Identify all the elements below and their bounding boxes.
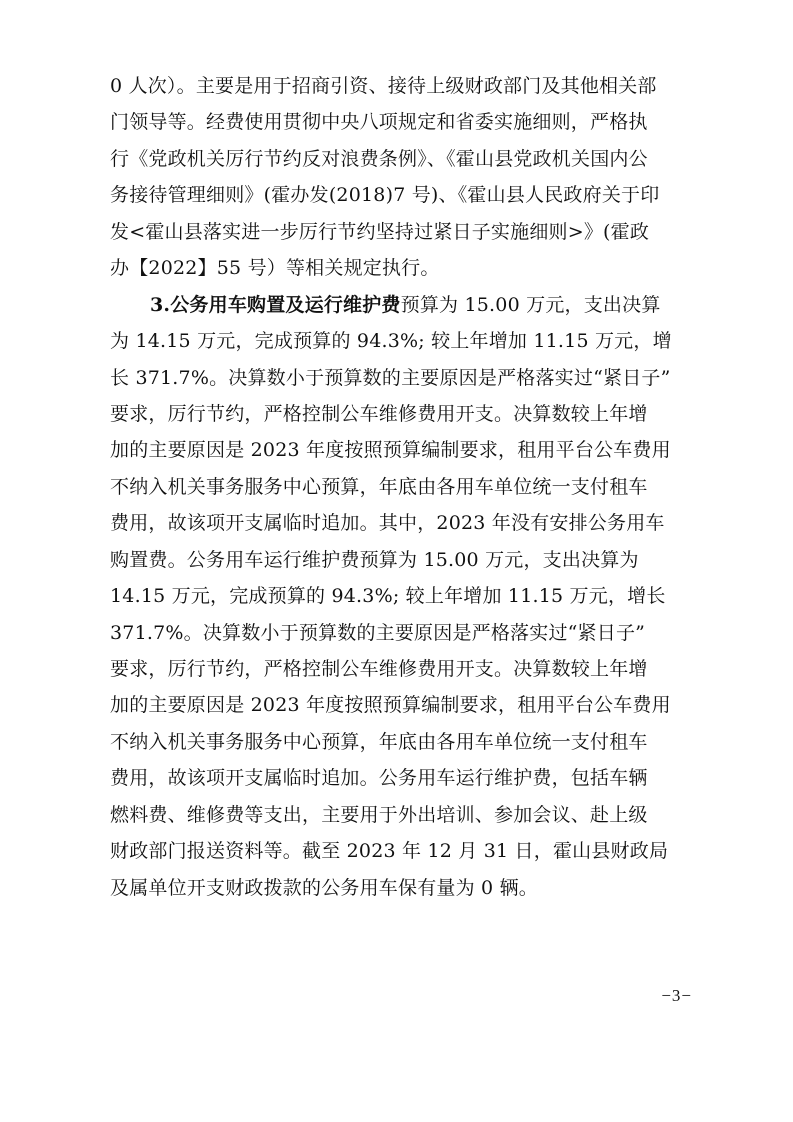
text-line: 加的主要原因是 2023 年度按照预算编制要求，租用平台公车费用	[110, 439, 671, 462]
text-line: 长 371.7%。决算数小于预算数的主要原因是严格落实过“紧日子”	[110, 366, 671, 389]
text-line: 购置费。公务用车运行维护费预算为 15.00 万元，支出决算为	[110, 548, 639, 571]
text-line: 办【2022】55 号）等相关规定执行。	[110, 257, 440, 280]
text-line: 14.15 万元，完成预算的 94.3%; 较上年增加 11.15 万元，增长	[110, 585, 666, 608]
body-text	[110, 68, 700, 906]
text-line: 财政部门报送资料等。截至 2023 年 12 月 31 日，霍山县财政局	[110, 840, 669, 863]
text-line: 要求，厉行节约，严格控制公车维修费用开支。决算数较上年增	[110, 658, 648, 680]
text-line: 务接待管理细则》(霍办发(2018)7 号)、《霍山县人民政府关于印	[110, 184, 660, 207]
text-line: 不纳入机关事务服务中心预算，年底由各用车单位统一支付租车	[110, 730, 648, 753]
text-line: 371.7%。决算数小于预算数的主要原因是严格落实过“紧日子”	[110, 621, 646, 644]
text-line: 要求，厉行节约，严格控制公车维修费用开支。决算数较上年增	[110, 402, 648, 425]
text-run: 预算为 15.00 万元，支出决算	[400, 293, 661, 316]
text-line: 加的主要原因是 2023 年度按照预算编制要求，租用平台公车费用	[110, 694, 671, 717]
text-line: 不纳入机关事务服务中心预算，年底由各用车单位统一支付租车	[110, 475, 648, 498]
paragraph-first-line	[110, 287, 700, 323]
section-heading: 3.公务用车购置及运行维护费	[150, 293, 401, 316]
page-number: −3−	[661, 986, 692, 1005]
text-line: 燃料费、维修费等支出，主要用于外出培训、参加会议、赴上级	[110, 803, 648, 826]
text-line: 0 人次）。主要是用于招商引资、接待上级财政部门及其他相关部	[110, 75, 657, 97]
text-line: 门领导等。经费使用贯彻中央八项规定和省委实施细则，严格执	[110, 111, 648, 134]
text-line: 发<霍山县落实进一步厉行节约坚持过紧日子实施细则>》(霍政	[110, 220, 650, 243]
text-line: 行《党政机关厉行节约反对浪费条例》、《霍山县党政机关国内公	[110, 147, 648, 170]
text-line: 及属单位开支财政拨款的公务用车保有量为 0 辆。	[110, 876, 538, 899]
text-line: 为 14.15 万元，完成预算的 94.3%; 较上年增加 11.15 万元，增	[110, 330, 672, 353]
text-line: 费用，故该项开支属临时追加。公务用车运行维护费，包括车辆	[110, 767, 648, 790]
text-line: 费用，故该项开支属临时追加。其中，2023 年没有安排公务用车	[110, 512, 665, 535]
